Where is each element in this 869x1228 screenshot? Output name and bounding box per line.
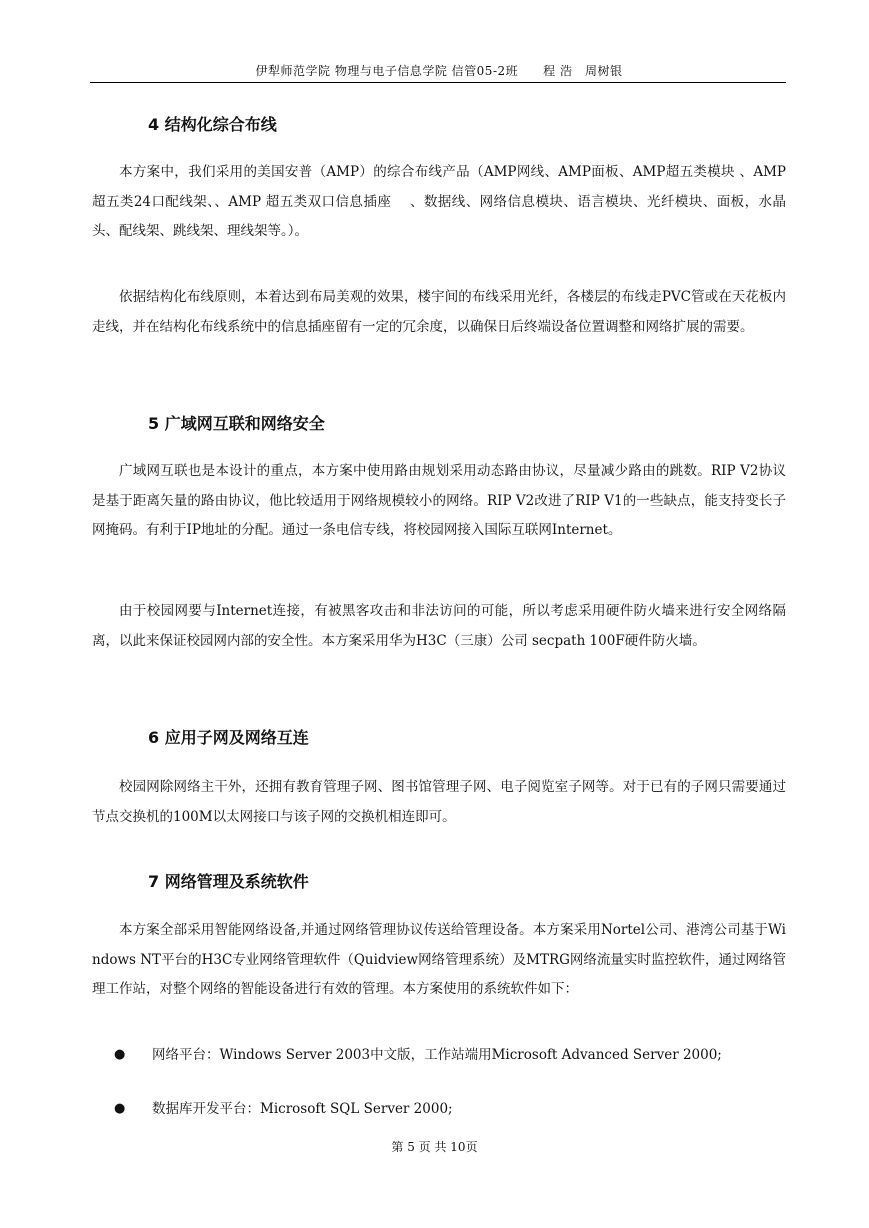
paragraph-s7-1: 本方案全部采用智能网络设备,并通过网络管理协议传送给管理设备。本方案采用Nortel公司、港湾公司基于Windows NT平台的H3C专业网络管理软件（Quidview网络管理系统）及MTRG网络流量实时监控软件，通过网络管理工作站，对整个网络的智能设备进行有效的管理。本方案使用的系统软件如下： [92,922,786,997]
paragraph-s5-2: 由于校园网要与Internet连接，有被黑客攻击和非法访问的可能，所以考虑采用硬件防火墙来进行安全网络隔离，以此来保证校园网内部的安全性。本方案采用华为H3C（三康）公司 secpath 100F硬件防火墙。 [92,603,786,649]
paragraph-s5-1: 广域网互联也是本设计的重点，本方案中使用路由规划采用动态路由协议，尽量减少路由的跳数。RIP V2协议是基于距离矢量的路由协议，他比较适用于网络规模较小的网络。RIP V2改进了RIP V1的一些缺点，能支持变长子网掩码。有利于IP地址的分配。通过一条电信专线，将校园网接入国际互联网Internet。 [92,463,786,538]
paragraph-s4-1: 本方案中，我们采用的美国安普（AMP）的综合布线产品（AMP网线、AMP面板、AMP超五类模块 、AMP超五类24口配线架、、AMP 超五类双口信息插座 、数据线、网络信息模块、语言模块、光纤模块、面板，水晶头、配线架、跳线架、理线架等。）。 [92,164,786,239]
list-item-text: 数据库开发平台：Microsoft SQL Server 2000; [152,1101,453,1117]
bullet-icon: ● [114,1047,126,1062]
section-heading-5: 5 广域网互联和网络安全 [148,414,325,433]
bullet-icon: ● [114,1101,126,1116]
section-heading-4: 4 结构化综合布线 [148,115,277,134]
paragraph-s6-1: 校园网除网络主干外，还拥有教育管理子网、图书馆管理子网、电子阅览室子网等。对于已有的子网只需要通过节点交换机的100M以太网接口与该子网的交换机相连即可。 [92,779,786,825]
paragraph-s4-2: 依据结构化布线原则，本着达到布局美观的效果，楼宇间的布线采用光纤，各楼层的布线走PVC管或在天花板内走线，并在结构化布线系统中的信息插座留有一定的冗余度，以确保日后终端设备位置调整和网络扩展的需要。 [92,289,786,335]
header-divider [90,82,786,83]
list-item-text: 网络平台：Windows Server 2003中文版，工作站端用Microsoft Advanced Server 2000; [152,1047,722,1063]
section-heading-6: 6 应用子网及网络互连 [148,728,309,747]
page-footer: 第 5 页 共 10页 [391,1140,478,1154]
page-header: 伊犁师范学院 物理与电子信息学院 信管05-2班 程 浩 周树银 [255,64,623,78]
section-heading-7: 7 网络管理及系统软件 [148,872,309,891]
